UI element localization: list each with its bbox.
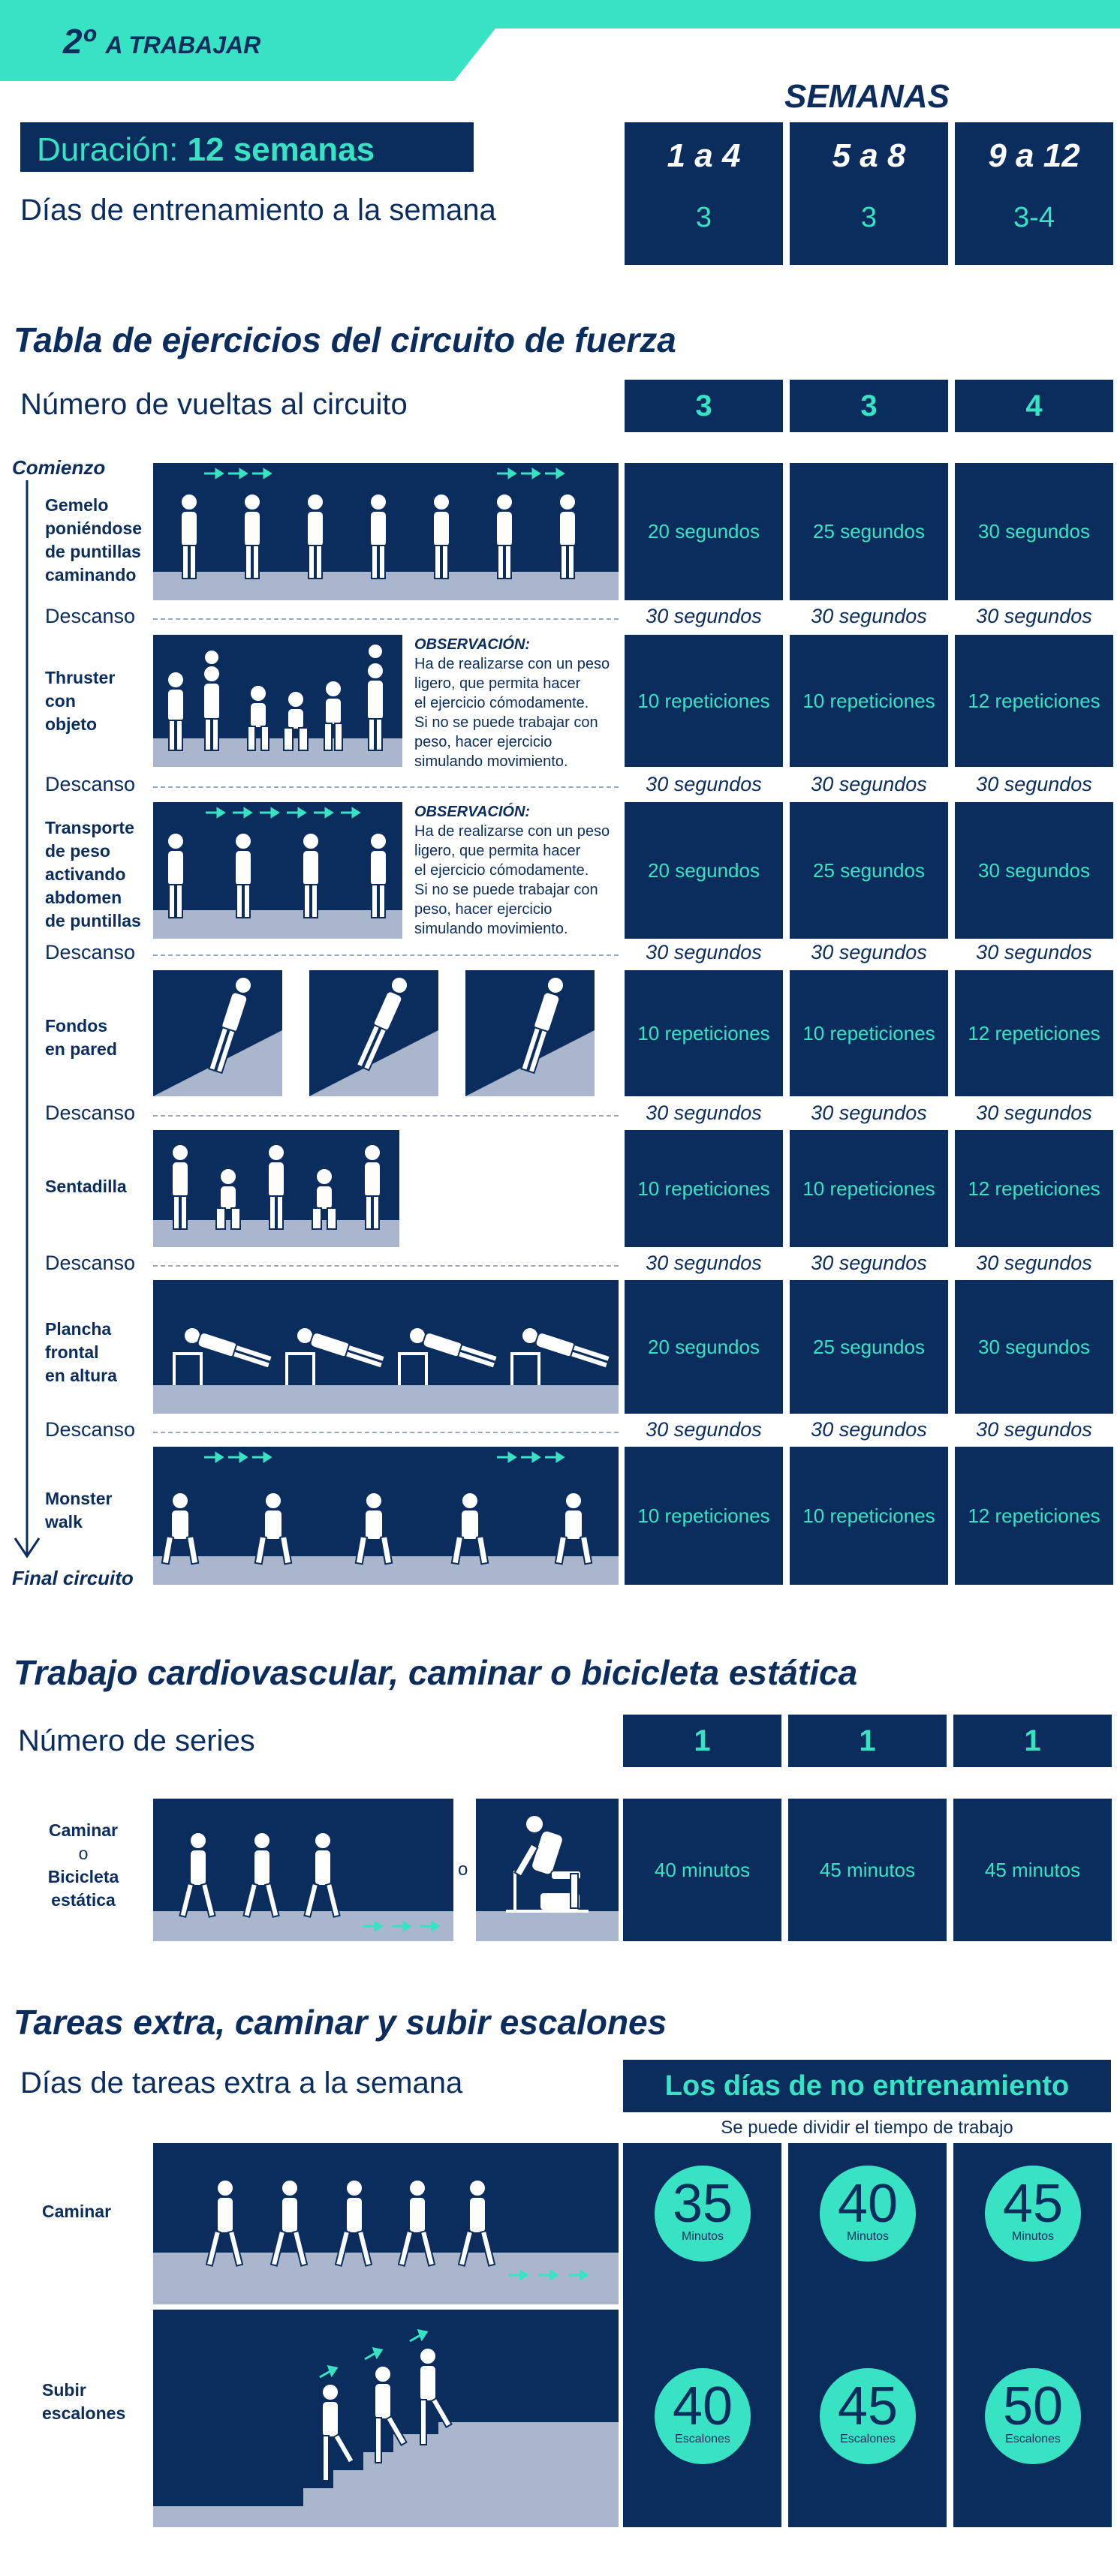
rest-divider: [153, 954, 619, 956]
observation-title: OBSERVACIÓN:: [414, 636, 531, 653]
training-days-label: Días de entrenamiento a la semana: [20, 194, 496, 227]
circuit-start-label: Comienzo: [12, 456, 106, 479]
cardio-value: 45 minutos: [953, 1799, 1112, 1941]
header-title: [63, 21, 260, 62]
stairs-count-value: 50: [1002, 2376, 1064, 2436]
exercise-name-line: Fondos: [45, 1016, 108, 1036]
exercise-name-line: caminando: [45, 565, 137, 585]
monster-walk-illustration: [153, 1447, 619, 1585]
rest-value: 30 segundos: [646, 1102, 762, 1124]
laps-label: Número de vueltas al circuito: [20, 388, 408, 421]
exercise-name-weight-carry: [45, 816, 158, 933]
stairs-count-unit: Escalones: [675, 2433, 730, 2445]
cardio-section-title: Trabajo cardiovascular, caminar o bicicleta estática: [14, 1653, 858, 1692]
exercise-name-line: Transporte: [45, 818, 134, 837]
exercise-value: 20 segundos: [625, 1280, 783, 1414]
series-label: Número de series: [18, 1724, 255, 1757]
split-time-note: Se puede dividir el tiempo de trabajo: [721, 2118, 1013, 2138]
walk-minutes-value: 35: [672, 2174, 733, 2234]
walk-minutes-unit: Minutos: [1011, 2230, 1055, 2243]
series-value: 1: [953, 1715, 1112, 1767]
rest-label: Descanso: [45, 1418, 136, 1441]
duration-label: Duración:: [37, 131, 179, 168]
rest-value: 30 segundos: [811, 1418, 927, 1441]
exercise-value: 25 segundos: [790, 463, 948, 600]
exercise-name-thruster: [45, 666, 158, 736]
observation-note: [414, 802, 621, 939]
walk-minutes-value: 40: [837, 2174, 899, 2234]
stairs-count-badge: [820, 2368, 916, 2464]
exercise-value: 10 repeticiones: [790, 1130, 948, 1247]
exercise-name-line: de puntillas: [45, 911, 141, 930]
rest-label: Descanso: [45, 941, 136, 963]
exercise-name-line: walk: [45, 1512, 83, 1531]
exercise-value: 12 repeticiones: [955, 1447, 1113, 1585]
observation-line: Si no se puede trabajar con: [414, 882, 598, 898]
rest-label: Descanso: [45, 773, 136, 795]
exercise-name-wall-pushups: [45, 1014, 158, 1061]
observation-line: Ha de realizarse con un peso: [414, 656, 610, 672]
exercise-value: 25 segundos: [790, 802, 948, 939]
extra-stairs-label: [42, 2379, 147, 2425]
exercise-value: 10 repeticiones: [625, 1447, 783, 1585]
cardio-name: [42, 1819, 125, 1912]
walk-minutes-badge: [655, 2166, 751, 2262]
rest-divider: [153, 786, 619, 788]
observation-line: simulando movimiento.: [414, 921, 568, 937]
week-column-days: 3: [860, 202, 878, 233]
thruster-illustration: [153, 635, 402, 767]
rest-value: 30 segundos: [976, 1102, 1092, 1124]
rest-value: 30 segundos: [976, 1418, 1092, 1441]
stairs-count-value: 40: [672, 2376, 733, 2436]
rest-value: 30 segundos: [976, 941, 1092, 963]
extra-walk-label: Caminar: [42, 2202, 112, 2221]
rest-divider: [153, 1115, 619, 1117]
exercise-value: 10 repeticiones: [625, 635, 783, 767]
stairs-count-badge: [655, 2368, 751, 2464]
cardio-name-line: estática: [51, 1890, 116, 1910]
laps-value: 4: [955, 380, 1113, 432]
circuit-end-label: Final circuito: [12, 1567, 134, 1589]
exercise-name-line: Sentadilla: [45, 1177, 127, 1196]
exercise-value: 30 segundos: [955, 1280, 1113, 1414]
rest-label: Descanso: [45, 1252, 136, 1274]
exercise-name-line: activando: [45, 864, 126, 884]
rest-value: 30 segundos: [811, 773, 927, 795]
observation-line: simulando movimiento.: [414, 753, 568, 770]
stairs-count-unit: Escalones: [840, 2433, 896, 2445]
exercise-value: 10 repeticiones: [790, 970, 948, 1096]
extra-stairs-label-line: escalones: [42, 2403, 126, 2423]
rest-divider: [153, 1432, 619, 1433]
exercise-name-line: Monster: [45, 1489, 113, 1508]
cardio-name-line: o: [78, 1844, 89, 1863]
calf-raise-walk-illustration: [153, 463, 619, 600]
week-column-days: 3: [695, 202, 712, 233]
observation-note: [414, 635, 621, 771]
exercise-name-line: Gemelo: [45, 495, 109, 515]
exercise-value: 25 segundos: [790, 1280, 948, 1414]
exercise-name-line: Thruster: [45, 668, 116, 687]
exercise-name-line: con: [45, 691, 76, 711]
exercise-name-incline-plank: [45, 1318, 158, 1387]
rest-value: 30 segundos: [646, 773, 762, 795]
extra-stairs-illustration: [153, 2310, 619, 2527]
rest-value: 30 segundos: [976, 773, 1092, 795]
duration-value: 12 semanas: [187, 131, 375, 168]
exercise-name-line: en altura: [45, 1366, 117, 1385]
exercise-name-line: de peso: [45, 841, 110, 861]
exercise-value: 20 segundos: [625, 802, 783, 939]
exercise-value: 12 repeticiones: [955, 635, 1113, 767]
laps-value: 3: [625, 380, 783, 432]
strength-section-title: Tabla de ejercicios del circuito de fuerza: [14, 320, 676, 359]
observation-title: OBSERVACIÓN:: [414, 804, 531, 820]
wall-pushups-illustration: [153, 970, 619, 1096]
stairs-count-unit: Escalones: [1005, 2433, 1061, 2445]
observation-line: Si no se puede trabajar con: [414, 714, 598, 731]
laps-value: 3: [790, 380, 948, 432]
exercise-name-monster-walk: [45, 1487, 158, 1534]
duration-box: [20, 122, 474, 172]
exercise-value: 20 segundos: [625, 463, 783, 600]
observation-line: Ha de realizarse con un peso: [414, 823, 610, 840]
exercise-name-calf-raise-walk: [45, 494, 158, 587]
rest-value: 30 segundos: [646, 941, 762, 963]
rest-label: Descanso: [45, 605, 136, 627]
week-column-days: 3-4: [1013, 202, 1055, 233]
exercise-value: 12 repeticiones: [955, 970, 1113, 1096]
cardio-or-label: o: [458, 1859, 468, 1880]
rest-value: 30 segundos: [646, 1252, 762, 1274]
extra-walk-illustration: [153, 2143, 619, 2304]
exercise-value: 12 repeticiones: [955, 1130, 1113, 1247]
cardio-value: 45 minutos: [788, 1799, 947, 1941]
squat-illustration: [153, 1130, 399, 1247]
rest-value: 30 segundos: [646, 1418, 762, 1441]
no-training-days-badge: Los días de no entrenamiento: [623, 2060, 1111, 2112]
rest-label: Descanso: [45, 1102, 136, 1124]
stairs-count-value: 45: [837, 2376, 899, 2436]
observation-line: peso, hacer ejercicio: [414, 734, 552, 750]
header-title-number: 2º: [63, 22, 95, 61]
cardio-name-line: Caminar: [48, 1820, 119, 1840]
header-title-text: A TRABAJAR: [105, 32, 261, 59]
observation-line: el ejercicio cómodamente.: [414, 695, 589, 711]
exercise-name-line: en pared: [45, 1039, 117, 1059]
rest-divider: [153, 1265, 619, 1267]
stationary-bike-illustration: [476, 1799, 619, 1941]
exercise-value: 10 repeticiones: [790, 1447, 948, 1585]
weight-carry-illustration: [153, 802, 402, 939]
exercise-value: 30 segundos: [955, 802, 1113, 939]
exercise-name-line: abdomen: [45, 888, 122, 907]
walk-minutes-value: 45: [1002, 2174, 1064, 2234]
walk-minutes-unit: Minutos: [846, 2230, 890, 2243]
series-value: 1: [623, 1715, 781, 1767]
observation-line: ligero, que permita hacer: [414, 843, 581, 859]
walk-minutes-badge: [985, 2166, 1081, 2262]
circuit-flow-arrow: [11, 480, 41, 1561]
stairs-count-badge: [985, 2368, 1081, 2464]
observation-line: ligero, que permita hacer: [414, 675, 581, 692]
rest-divider: [153, 618, 619, 620]
exercise-value: 10 repeticiones: [625, 970, 783, 1096]
extra-stairs-label-line: Subir: [42, 2380, 86, 2400]
walk-minutes-unit: Minutos: [681, 2230, 724, 2243]
rest-value: 30 segundos: [976, 1252, 1092, 1274]
exercise-value: 10 repeticiones: [625, 1130, 783, 1247]
week-column-2: [790, 122, 948, 265]
rest-value: 30 segundos: [646, 605, 762, 627]
observation-line: peso, hacer ejercicio: [414, 901, 552, 918]
exercise-name-line: frontal: [45, 1342, 99, 1362]
observation-line: el ejercicio cómodamente.: [414, 862, 589, 879]
week-column-label: 1 a 4: [667, 137, 741, 174]
rest-value: 30 segundos: [811, 1252, 927, 1274]
exercise-name-squat: [45, 1175, 158, 1198]
exercise-value: 10 repeticiones: [790, 635, 948, 767]
exercise-value: 30 segundos: [955, 463, 1113, 600]
weeks-heading: SEMANAS: [784, 78, 950, 115]
cardio-walk-illustration: [153, 1799, 453, 1941]
rest-value: 30 segundos: [811, 605, 927, 627]
exercise-name-line: objeto: [45, 714, 97, 734]
week-column-1: [625, 122, 783, 265]
week-column-label: 5 a 8: [832, 137, 906, 174]
cardio-value: 40 minutos: [623, 1799, 781, 1941]
exercise-name-line: Plancha: [45, 1319, 112, 1339]
week-column-3: [955, 122, 1113, 265]
incline-plank-illustration: [153, 1280, 619, 1414]
rest-value: 30 segundos: [811, 941, 927, 963]
rest-value: 30 segundos: [976, 605, 1092, 627]
rest-value: 30 segundos: [811, 1102, 927, 1124]
extra-days-label: Días de tareas extra a la semana: [20, 2067, 463, 2100]
exercise-name-line: de puntillas: [45, 542, 141, 561]
cardio-name-line: Bicicleta: [47, 1867, 119, 1886]
walk-minutes-badge: [820, 2166, 916, 2262]
exercise-name-line: poniéndose: [45, 519, 143, 538]
extra-section-title: Tareas extra, caminar y subir escalones: [14, 2003, 667, 2042]
week-column-label: 9 a 12: [988, 137, 1080, 174]
series-value: 1: [788, 1715, 947, 1767]
